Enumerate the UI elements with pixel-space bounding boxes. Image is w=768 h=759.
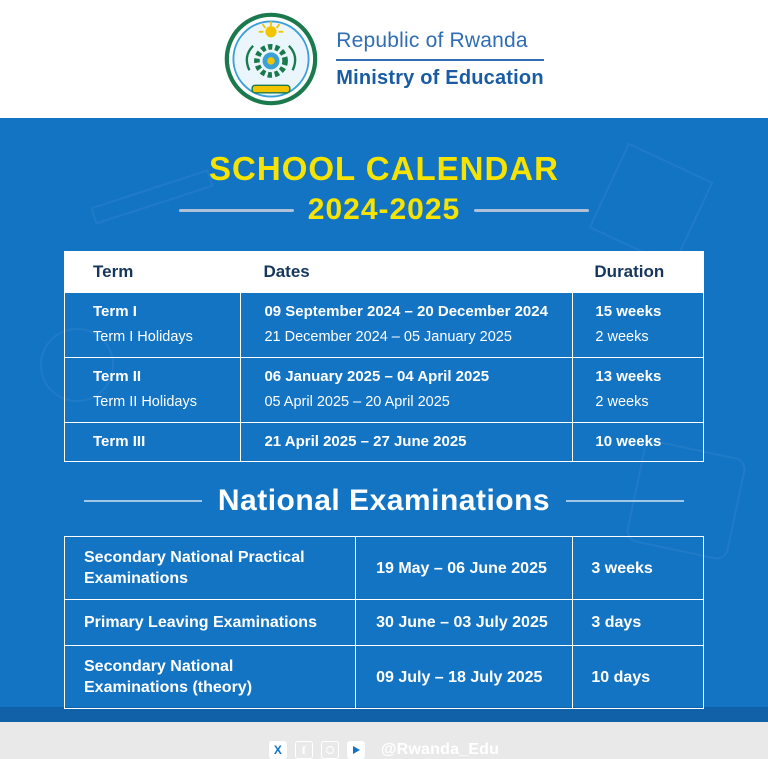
- duration-cell: [572, 358, 703, 422]
- facebook-glyph: f: [301, 743, 306, 757]
- column-header-term: Term: [93, 262, 134, 281]
- exam-row-primary-leaving: [65, 599, 703, 645]
- rwanda-coat-of-arms-icon: [224, 12, 318, 106]
- duration-cell: [572, 293, 703, 357]
- exam-duration: 3 days: [572, 600, 703, 645]
- social-handle[interactable]: @Rwanda_Edu: [380, 741, 500, 758]
- duration-cell: [572, 423, 703, 461]
- national-exams-heading-row: [0, 484, 768, 518]
- table-row-term-2: [65, 357, 703, 422]
- heading-divider-left: [84, 500, 202, 502]
- school-year: 2024-2025: [307, 193, 461, 226]
- term-duration: 10 weeks: [595, 433, 662, 450]
- dates-cell: [240, 293, 572, 357]
- term-holidays-label: Term II Holidays: [93, 394, 197, 410]
- country-name: Republic of Rwanda: [336, 29, 544, 61]
- holiday-dates: 21 December 2024 – 05 January 2025: [264, 329, 512, 345]
- social-footer: [0, 741, 768, 759]
- poster-body: [0, 118, 768, 758]
- exam-dates: 30 June – 03 July 2025: [355, 600, 572, 645]
- facebook-icon[interactable]: [295, 741, 313, 759]
- bottom-accent-strip: [0, 707, 768, 722]
- term-dates: 06 January 2025 – 04 April 2025: [264, 368, 490, 385]
- title-divider-left: [179, 209, 294, 212]
- term-label: Term III: [93, 433, 146, 450]
- term-dates: 09 September 2024 – 20 December 2024: [264, 303, 548, 320]
- x-glyph: X: [273, 743, 282, 757]
- instagram-icon[interactable]: [321, 741, 339, 759]
- national-exams-table: [64, 536, 704, 709]
- term-holidays-label: Term I Holidays: [93, 329, 193, 345]
- term-cell: [65, 293, 240, 357]
- youtube-icon[interactable]: [347, 741, 365, 759]
- term-label: Term I: [93, 303, 137, 320]
- header: [0, 0, 768, 118]
- term-dates: 21 April 2025 – 27 June 2025: [264, 433, 467, 450]
- calendar-table-header: [65, 252, 703, 292]
- term-cell: [65, 358, 240, 422]
- exam-row-secondary-theory: [65, 645, 703, 708]
- exam-dates: 19 May – 06 June 2025: [355, 537, 572, 599]
- school-year-row: [0, 193, 768, 227]
- term-duration: 13 weeks: [595, 368, 662, 385]
- exam-name: Secondary National Practical Examinations: [84, 549, 305, 587]
- exam-duration: 10 days: [572, 646, 703, 708]
- table-row-term-3: [65, 422, 703, 461]
- exam-duration: 3 weeks: [572, 537, 703, 599]
- dates-cell: [240, 358, 572, 422]
- instagram-lens-glyph: [326, 746, 334, 754]
- exam-row-practical: [65, 537, 703, 599]
- holiday-dates: 05 April 2025 – 20 April 2025: [264, 394, 450, 410]
- school-calendar-table: [64, 251, 704, 462]
- heading-divider-right: [566, 500, 684, 502]
- exam-name: Primary Leaving Examinations: [84, 614, 317, 631]
- exam-name: Secondary National Examinations (theory): [84, 658, 253, 696]
- holiday-duration: 2 weeks: [595, 394, 649, 410]
- term-cell: [65, 423, 240, 461]
- term-label: Term II: [93, 368, 142, 385]
- column-header-dates: Dates: [263, 262, 310, 281]
- table-row-term-1: [65, 292, 703, 357]
- ministry-name: Ministry of Education: [336, 66, 544, 89]
- term-duration: 15 weeks: [595, 303, 662, 320]
- exam-dates: 09 July – 18 July 2025: [355, 646, 572, 708]
- dates-cell: [240, 423, 572, 461]
- x-twitter-icon[interactable]: [269, 741, 287, 759]
- national-exams-heading: National Examinations: [217, 484, 551, 517]
- column-header-duration: Duration: [594, 262, 665, 281]
- ministry-branding: [336, 29, 544, 90]
- poster-title: SCHOOL CALENDAR: [209, 150, 559, 187]
- holiday-duration: 2 weeks: [595, 329, 649, 345]
- title-divider-right: [474, 209, 589, 212]
- youtube-play-glyph: [353, 746, 360, 754]
